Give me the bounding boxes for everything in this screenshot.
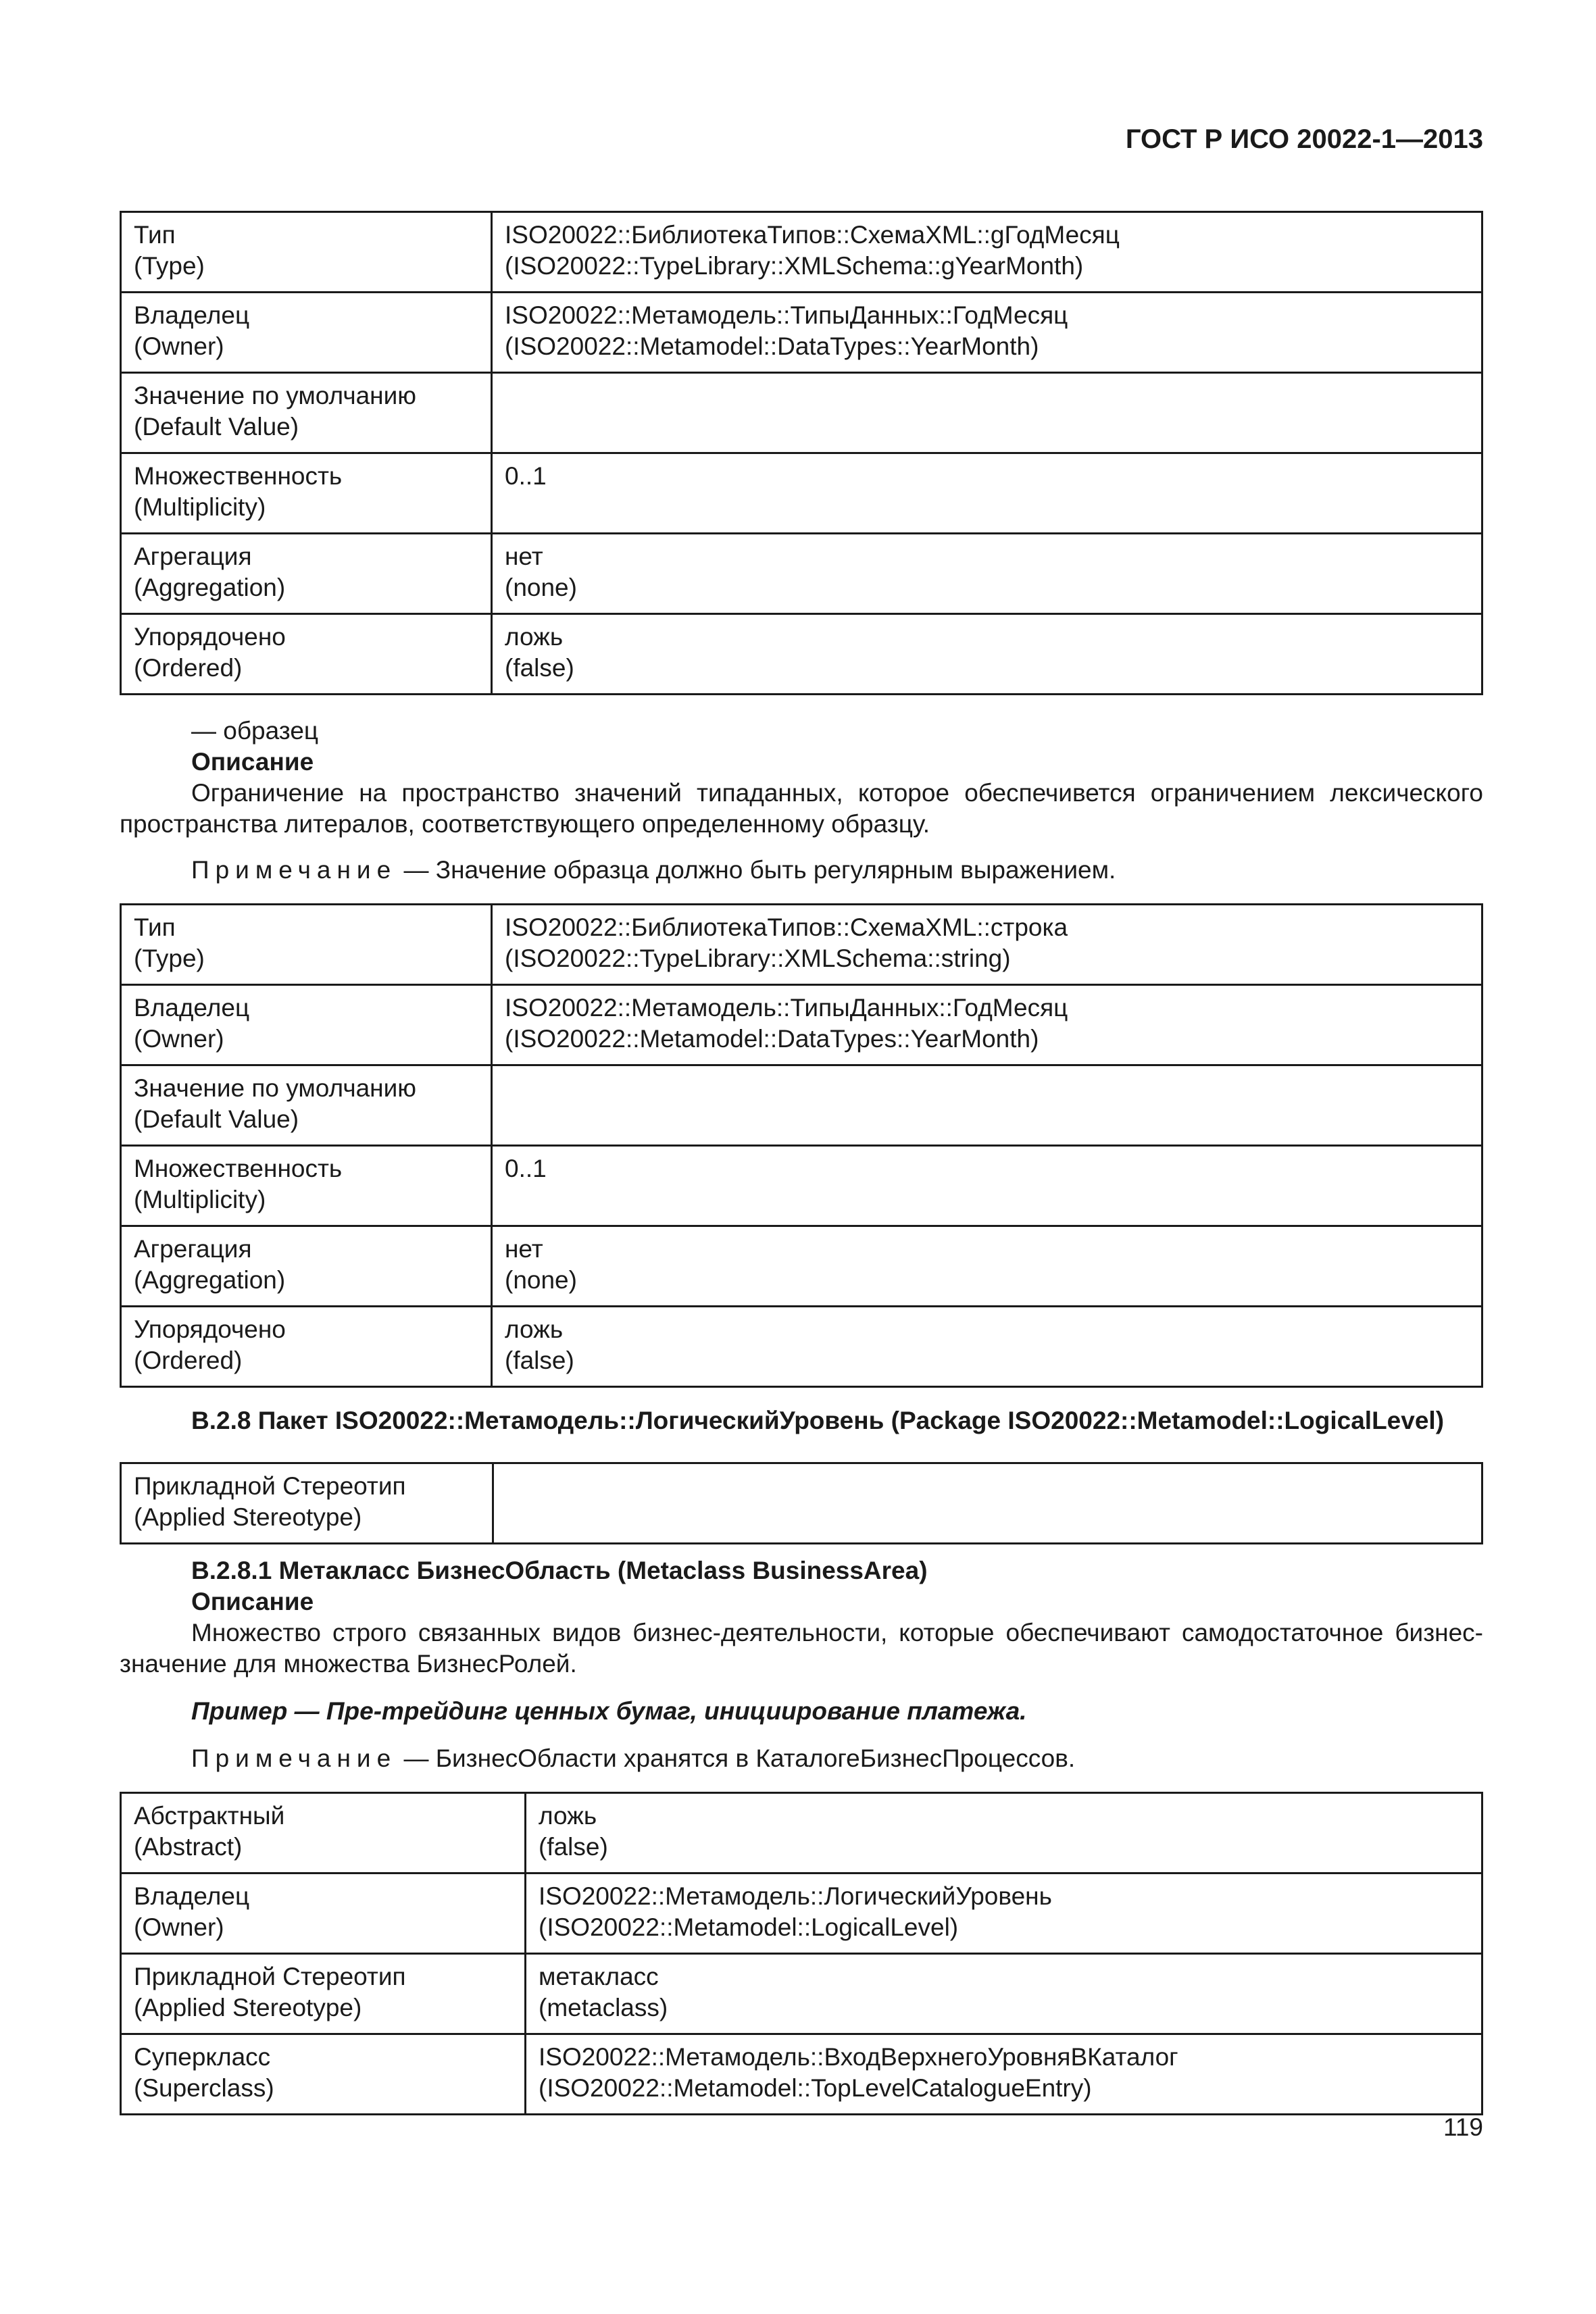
property-name-cell xyxy=(121,1954,526,2034)
table-row xyxy=(121,1226,1482,1307)
property-name-cell xyxy=(121,1146,492,1226)
property-value-line: ложь xyxy=(505,623,564,651)
property-value-line xyxy=(505,1104,1469,1135)
table-row xyxy=(121,1463,1482,1544)
property-name-line: Агрегация xyxy=(134,1235,252,1263)
property-value-line: (false) xyxy=(505,1347,574,1374)
property-name-cell xyxy=(121,985,492,1065)
property-value-line: (ISO20022::Metamodel::DataTypes::YearMonth) xyxy=(505,332,1039,360)
property-value-line: нет xyxy=(505,1235,543,1263)
property-name-line: Множественность xyxy=(134,462,343,490)
property-value-cell xyxy=(492,212,1482,293)
property-value-line: (metaclass) xyxy=(539,1994,668,2021)
property-name-line: (Default Value) xyxy=(134,413,299,441)
property-value-line: ISO20022::БиблиотекаТипов::СхемаXML::gГодМесяц xyxy=(505,221,1120,249)
property-name-line: (Type) xyxy=(134,252,205,280)
property-name-cell xyxy=(121,614,492,695)
note-label-2: Примечание xyxy=(191,1744,397,1772)
section-b281-title: В.2.8.1 Метакласс БизнесОбласть (Metaclass BusinessArea) xyxy=(191,1557,928,1584)
property-value-cell xyxy=(526,2034,1482,2115)
property-name-line: (Multiplicity) xyxy=(134,1186,266,1213)
property-name-line: Абстрактный xyxy=(134,1802,285,1830)
property-value-line xyxy=(506,1502,1469,1533)
property-value-line: (ISO20022::TypeLibrary::XMLSchema::gYearMonth) xyxy=(505,252,1084,280)
table-row xyxy=(121,534,1482,614)
property-table-pattern xyxy=(120,903,1483,1388)
table-row xyxy=(121,1065,1482,1146)
property-name-line: Владелец xyxy=(134,994,250,1022)
property-value-line xyxy=(505,1184,1469,1215)
property-value-cell xyxy=(492,985,1482,1065)
property-name-line: Прикладной Стереотип xyxy=(134,1472,406,1500)
note-label: Примечание xyxy=(191,856,397,884)
property-name-cell xyxy=(121,293,492,373)
table-row xyxy=(121,453,1482,534)
table-row xyxy=(121,2034,1482,2115)
property-value-line: (ISO20022::Metamodel::TopLevelCatalogueEntry) xyxy=(539,2074,1092,2102)
property-value-line xyxy=(506,1471,1469,1502)
table-row xyxy=(121,614,1482,695)
property-name-line: (Default Value) xyxy=(134,1105,299,1133)
property-value-line: (ISO20022::Metamodel::LogicalLevel) xyxy=(539,1913,959,1941)
property-name-line: Агрегация xyxy=(134,543,252,570)
property-name-line: (Ordered) xyxy=(134,1347,243,1374)
table-row xyxy=(121,1307,1482,1387)
property-name-line: Владелец xyxy=(134,301,250,329)
property-name-cell xyxy=(121,905,492,985)
property-value-cell xyxy=(492,534,1482,614)
property-name-cell xyxy=(121,453,492,534)
property-value-cell xyxy=(492,453,1482,534)
description-heading-2: Описание xyxy=(191,1588,314,1615)
property-table-businessarea xyxy=(120,1792,1483,2115)
property-name-line: (Abstract) xyxy=(134,1833,243,1861)
property-name-cell xyxy=(121,1226,492,1307)
property-value-line: 0..1 xyxy=(505,1155,547,1182)
property-value-line: (ISO20022::Metamodel::DataTypes::YearMonth) xyxy=(505,1025,1039,1053)
property-value-line: (false) xyxy=(505,654,574,682)
table-row xyxy=(121,985,1482,1065)
property-name-cell xyxy=(121,1793,526,1873)
property-value-cell xyxy=(526,1954,1482,2034)
property-name-line: Суперкласс xyxy=(134,2043,271,2071)
property-name-line: (Superclass) xyxy=(134,2074,274,2102)
example-text: Пример — Пре-трейдинг ценных бумаг, инициирование платежа. xyxy=(191,1697,1027,1725)
property-value-cell xyxy=(526,1793,1482,1873)
property-name-cell xyxy=(121,1065,492,1146)
document-code: ГОСТ Р ИСО 20022-1—2013 xyxy=(1125,124,1483,154)
property-value-line: (none) xyxy=(505,1266,577,1294)
property-name-line: Тип xyxy=(134,913,176,941)
property-name-line: Значение по умолчанию xyxy=(134,1074,417,1102)
property-table-gyearmonth xyxy=(120,211,1483,695)
table-row xyxy=(121,905,1482,985)
property-value-cell xyxy=(493,1463,1482,1544)
property-value-line: ISO20022::Метамодель::ВходВерхнегоУровняВКаталог xyxy=(539,2043,1178,2071)
property-name-line: Прикладной Стереотип xyxy=(134,1963,406,1990)
table-row xyxy=(121,1146,1482,1226)
property-value-line xyxy=(505,1073,1469,1104)
table-row xyxy=(121,1873,1482,1954)
property-name-cell xyxy=(121,534,492,614)
note-2 xyxy=(120,1743,1483,1774)
property-name-line: Упорядочено xyxy=(134,623,286,651)
property-value-line: ISO20022::Метамодель::ТипыДанных::ГодМесяц xyxy=(505,301,1068,329)
table-row xyxy=(121,373,1482,453)
section-b28-title: В.2.8 Пакет ISO20022::Метамодель::ЛогическийУровень (Package ISO20022::Metamodel::LogicalLevel) xyxy=(191,1407,1445,1434)
note-text: — Значение образца должно быть регулярным выражением. xyxy=(397,856,1116,884)
property-name-line: (Ordered) xyxy=(134,654,243,682)
property-name-line: (Owner) xyxy=(134,1913,224,1941)
property-value-cell xyxy=(492,293,1482,373)
property-value-line: ISO20022::БиблиотекаТипов::СхемаXML::строка xyxy=(505,913,1068,941)
property-value-line: 0..1 xyxy=(505,462,547,490)
property-value-line: (none) xyxy=(505,574,577,601)
note xyxy=(120,855,1483,886)
table-row xyxy=(121,1793,1482,1873)
property-value-line: ложь xyxy=(505,1315,564,1343)
property-value-line: нет xyxy=(505,543,543,570)
property-name-cell xyxy=(121,1873,526,1954)
property-name-line: (Applied Stereotype) xyxy=(134,1994,362,2021)
property-table-package xyxy=(120,1462,1483,1544)
property-name-line: (Owner) xyxy=(134,1025,224,1053)
property-name-line: (Type) xyxy=(134,945,205,972)
property-value-line: ISO20022::Метамодель::ТипыДанных::ГодМесяц xyxy=(505,994,1068,1022)
property-name-line: Тип xyxy=(134,221,176,249)
property-name-line: (Multiplicity) xyxy=(134,493,266,521)
note-text-2: — БизнесОбласти хранятся в КаталогеБизнесПроцессов. xyxy=(397,1744,1076,1772)
property-name-cell xyxy=(121,373,492,453)
property-value-cell xyxy=(492,1065,1482,1146)
property-name-cell xyxy=(121,2034,526,2115)
property-value-cell xyxy=(492,905,1482,985)
property-value-line: ISO20022::Метамодель::ЛогическийУровень xyxy=(539,1882,1052,1910)
property-name-line: (Aggregation) xyxy=(134,574,286,601)
property-value-cell xyxy=(492,373,1482,453)
page-number: 119 xyxy=(1443,2113,1483,2141)
property-value-line xyxy=(505,380,1469,411)
table-row xyxy=(121,1954,1482,2034)
table-row xyxy=(121,212,1482,293)
description-text: Ограничение на пространство значений типаданных, которое обеспечивется ограничением лексического пространства литералов, соответствующего определенному образцу. xyxy=(120,779,1483,838)
property-value-line: (false) xyxy=(539,1833,608,1861)
property-name-line: Владелец xyxy=(134,1882,250,1910)
property-name-cell xyxy=(121,1307,492,1387)
property-value-cell xyxy=(492,614,1482,695)
property-value-cell xyxy=(492,1146,1482,1226)
property-name-line: (Applied Stereotype) xyxy=(134,1503,362,1531)
property-value-line: метакласс xyxy=(539,1963,659,1990)
property-name-line: Множественность xyxy=(134,1155,343,1182)
table-row xyxy=(121,293,1482,373)
property-value-cell xyxy=(492,1307,1482,1387)
page-content xyxy=(120,211,1483,2115)
property-value-line xyxy=(505,411,1469,443)
property-value-line: (ISO20022::TypeLibrary::XMLSchema::string) xyxy=(505,945,1011,972)
property-name-line: Значение по умолчанию xyxy=(134,382,417,409)
property-value-cell xyxy=(526,1873,1482,1954)
property-name-line: (Owner) xyxy=(134,332,224,360)
description-heading: Описание xyxy=(191,748,314,776)
description-text-2: Множество строго связанных видов бизнес-деятельности, которые обеспечивают самодостаточное бизнес-значение для множества БизнесРолей. xyxy=(120,1619,1483,1678)
property-value-cell xyxy=(492,1226,1482,1307)
property-name-line: Упорядочено xyxy=(134,1315,286,1343)
property-name-line: (Aggregation) xyxy=(134,1266,286,1294)
property-name-cell xyxy=(121,1463,493,1544)
property-name-cell xyxy=(121,212,492,293)
property-value-line xyxy=(505,492,1469,523)
property-value-line: ложь xyxy=(539,1802,597,1830)
pattern-item: — образец xyxy=(191,717,319,745)
